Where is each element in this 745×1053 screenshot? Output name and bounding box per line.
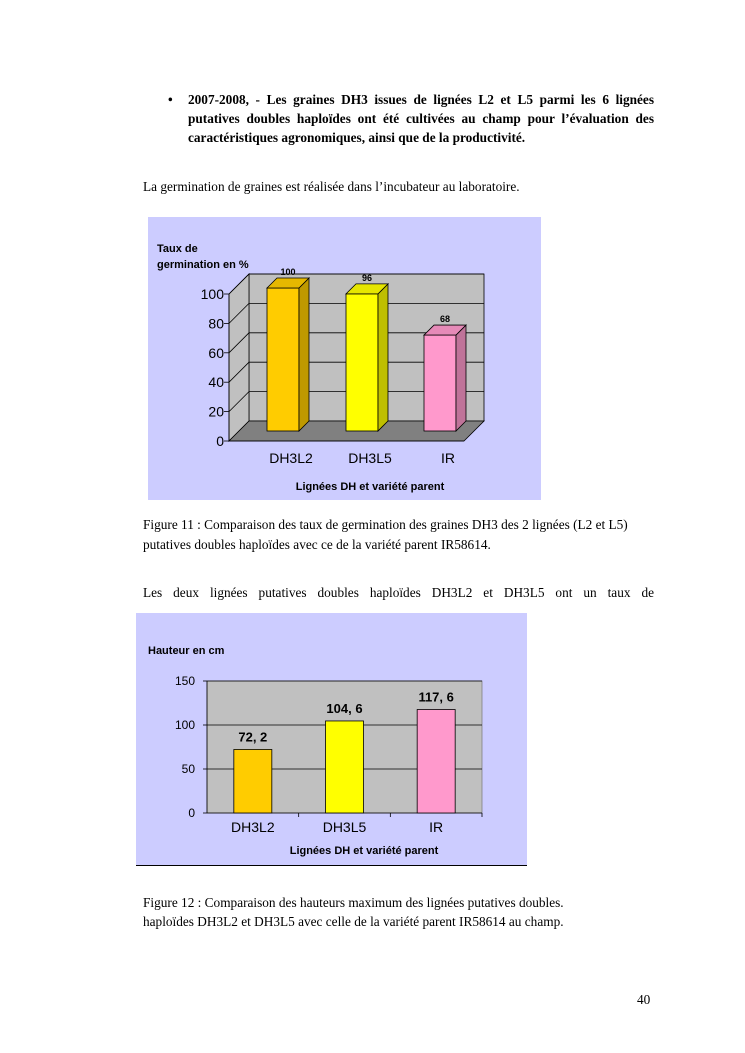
chart1-bar-side xyxy=(378,284,388,431)
figure-12-caption-line2: haploïdes DH3L2 et DH3L5 avec celle de la variété parent IR58614 au champ. xyxy=(143,914,564,929)
chart2-bar xyxy=(234,749,272,813)
chart1-bar-side xyxy=(299,278,309,431)
chart1-ytick-label: 0 xyxy=(216,433,224,449)
chart1-data-label: 100 xyxy=(280,267,296,277)
chart1-ytick-label: 60 xyxy=(208,344,224,361)
chart1-category-label: DH3L2 xyxy=(269,450,313,466)
paragraph-2: Les deux lignées putatives doubles haploïdes DH3L2 et DH3L5 ont un taux de xyxy=(143,585,654,600)
chart2-ytick-label: 150 xyxy=(174,674,195,688)
figure-12-caption-line1: Figure 12 : Comparaison des hauteurs maximum des lignées putatives doubles. xyxy=(143,895,564,910)
chart1-ytick-label: 100 xyxy=(200,286,224,302)
germination-chart-svg xyxy=(148,217,541,500)
chart1-ytick-label: 40 xyxy=(208,374,224,391)
chart1-side-wall xyxy=(229,274,249,441)
height-chart-svg xyxy=(136,613,527,866)
chart1-category-label: IR xyxy=(441,450,455,466)
chart1-bar-front xyxy=(424,335,456,431)
bullet-paragraph xyxy=(168,90,654,147)
chart2-data-label: 117, 6 xyxy=(418,689,454,705)
chart1-data-label: 68 xyxy=(439,314,451,325)
chart2-category-label: DH3L5 xyxy=(322,819,367,835)
chart1-data-label: 96 xyxy=(361,272,373,283)
chart2-data-label: 72, 2 xyxy=(238,729,268,745)
figure-11-caption: Figure 11 : Comparaison des taux de germination des graines DH3 des 2 lignées (L2 et L5) putatives doubles haploïdes avec ce de la variété parent IR58614. xyxy=(143,517,628,552)
chart2-xlabel: Lignées DH et variété parent xyxy=(289,845,439,857)
chart1-ylabel-line2: germination en % xyxy=(157,259,249,271)
chart1-category-label: DH3L5 xyxy=(348,450,392,466)
chart2-bar xyxy=(417,710,455,813)
height-chart xyxy=(136,613,527,866)
bullet-symbol: • xyxy=(168,92,173,107)
chart2-category-label: DH3L2 xyxy=(231,819,275,835)
page-number: 40 xyxy=(637,992,651,1007)
chart1-ytick-label: 80 xyxy=(208,315,224,332)
chart1-bar-front xyxy=(267,288,299,431)
chart2-data-label: 104, 6 xyxy=(326,700,363,716)
chart2-bar xyxy=(326,721,364,813)
chart1-ytick-label: 20 xyxy=(208,403,224,420)
chart2-ytick-label: 50 xyxy=(181,762,195,776)
intro-text: La germination de graines est réalisée dans l’incubateur au laboratoire. xyxy=(143,179,520,194)
bullet-text: 2007-2008, - Les graines DH3 issues de lignées L2 et L5 parmi les 6 lignées putatives doubles haploïdes ont été cultivées au champ pour l’évaluation des caractéristiques agronomiques, ainsi que de la productivité. xyxy=(188,92,654,145)
chart1-ylabel-line1: Taux de xyxy=(157,243,198,255)
chart2-ytick-label: 0 xyxy=(188,806,195,820)
chart1-xlabel: Lignées DH et variété parent xyxy=(295,481,445,493)
chart2-ylabel: Hauteur en cm xyxy=(148,645,225,657)
germination-chart xyxy=(148,217,541,500)
chart2-ytick-label: 100 xyxy=(174,718,195,732)
chart1-bar-front xyxy=(346,294,378,431)
chart2-category-label: IR xyxy=(429,819,444,835)
chart1-bar-side xyxy=(456,325,466,431)
